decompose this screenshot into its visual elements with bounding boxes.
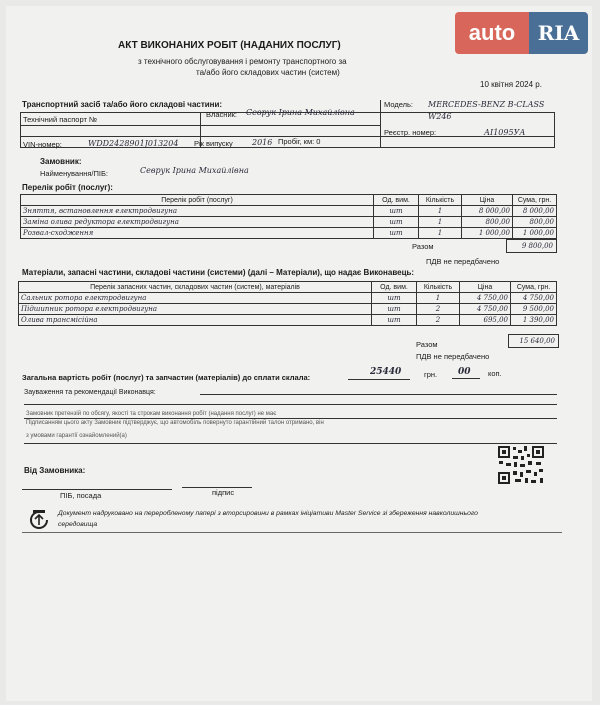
work-price: 1 000,00 bbox=[462, 228, 513, 239]
owner-value: Севрук Ірина Михайлівна bbox=[246, 108, 355, 117]
works-header-qty: Кількість bbox=[419, 195, 462, 206]
works-header-price: Ціна bbox=[462, 195, 513, 206]
materials-header-name: Перелік запасних частин, складових частин (систем), матеріалів bbox=[19, 282, 372, 293]
table-row bbox=[19, 304, 557, 315]
material-name: Сальник ротора електродвигуна bbox=[19, 293, 372, 304]
materials-header-price: Ціна bbox=[460, 282, 511, 293]
material-sum: 4 750,00 bbox=[511, 293, 557, 304]
works-header-sum: Сума, грн. bbox=[513, 195, 557, 206]
customer-name-value: Севрук Ірина Михайлівна bbox=[140, 166, 249, 175]
remarks-label: Зауваження та рекомендації Виконавця: bbox=[24, 389, 156, 396]
materials-table bbox=[18, 281, 557, 326]
works-header-unit: Од. вим. bbox=[374, 195, 419, 206]
material-name: Підшипник ротора електродвигуна bbox=[19, 304, 372, 315]
work-name: Розвал-сходження bbox=[21, 228, 374, 239]
vin-label: VIN-номер: bbox=[23, 140, 62, 149]
material-price: 4 750,00 bbox=[460, 293, 511, 304]
recycle-icon bbox=[28, 510, 50, 530]
work-sum: 800,00 bbox=[513, 217, 557, 228]
material-name: Олива трансмісійна bbox=[19, 315, 372, 326]
work-unit: шт bbox=[374, 228, 419, 239]
document-subtitle-2: та/або його складових частин (систем) bbox=[196, 68, 340, 77]
material-qty: 1 bbox=[417, 293, 460, 304]
material-unit: шт bbox=[372, 304, 417, 315]
work-price: 8 000,00 bbox=[462, 206, 513, 217]
work-name: Зняття, встановлення електродвигуна bbox=[21, 206, 374, 217]
material-unit: шт bbox=[372, 315, 417, 326]
materials-vat: ПДВ не передбачено bbox=[416, 352, 490, 361]
material-qty: 2 bbox=[417, 304, 460, 315]
work-qty: 1 bbox=[419, 217, 462, 228]
works-table bbox=[20, 194, 557, 239]
remarks-line-3: з умовами гарантії ознайомлений(а) bbox=[26, 433, 127, 439]
eco-text-1: Документ надруковано на переробленому папері з вторсировини в рамках ініціативи Master Service зі збереження навколишнього bbox=[58, 510, 478, 517]
works-total-value: 9 800,00 bbox=[506, 239, 557, 253]
work-qty: 1 bbox=[419, 206, 462, 217]
work-unit: шт bbox=[374, 217, 419, 228]
table-row bbox=[21, 217, 557, 228]
grand-total-kop-label: коп. bbox=[488, 369, 502, 378]
customer-name-label: Найменування/ПІБ: bbox=[40, 169, 108, 178]
materials-header-qty: Кількість bbox=[417, 282, 460, 293]
table-row bbox=[19, 293, 557, 304]
work-unit: шт bbox=[374, 206, 419, 217]
table-row bbox=[19, 315, 557, 326]
works-vat: ПДВ не передбачено bbox=[426, 257, 500, 266]
material-sum: 1 390,00 bbox=[511, 315, 557, 326]
materials-header-sum: Сума, грн. bbox=[511, 282, 557, 293]
customer-label: Замовник: bbox=[40, 157, 82, 166]
materials-header-row bbox=[19, 282, 557, 293]
signature-sign-caption: підпис bbox=[212, 488, 235, 497]
eco-text-2: середовища bbox=[58, 521, 98, 528]
material-sum: 9 500,00 bbox=[511, 304, 557, 315]
material-unit: шт bbox=[372, 293, 417, 304]
signature-name-caption: ПІБ, посада bbox=[60, 491, 102, 500]
reg-value: АІ1095УА bbox=[484, 128, 526, 137]
document-date: 10 квітня 2024 р. bbox=[480, 80, 542, 89]
work-sum: 1 000,00 bbox=[513, 228, 557, 239]
materials-total-value: 15 640,00 bbox=[508, 334, 559, 348]
grand-total-uah-label: грн. bbox=[424, 370, 438, 379]
signature-label: Від Замовника: bbox=[24, 466, 86, 475]
material-price: 4 750,00 bbox=[460, 304, 511, 315]
reg-label: Реєстр. номер: bbox=[384, 128, 437, 137]
table-row bbox=[21, 206, 557, 217]
qr-code-icon bbox=[496, 444, 546, 486]
work-price: 800,00 bbox=[462, 217, 513, 228]
remarks-line-1: Замовник претензій по обсягу, якості та строкам виконання робіт (надання послуг) не має bbox=[26, 411, 277, 417]
owner-label: Власник: bbox=[206, 110, 237, 119]
material-price: 695,00 bbox=[460, 315, 511, 326]
vehicle-section-title: Транспортний засіб та/або його складові частини: bbox=[22, 100, 223, 109]
model-value: MERCEDES-BENZ B-CLASS W246 bbox=[428, 100, 545, 121]
works-header-row bbox=[21, 195, 557, 206]
work-sum: 8 000,00 bbox=[513, 206, 557, 217]
works-title: Перелік робіт (послуг): bbox=[22, 183, 113, 192]
mileage-label: Пробіг, км: 0 bbox=[278, 137, 321, 146]
table-row bbox=[21, 228, 557, 239]
grand-total-kop: 00 bbox=[458, 367, 471, 377]
year-label: Рік випуску bbox=[194, 139, 233, 148]
work-qty: 1 bbox=[419, 228, 462, 239]
passport-label: Технічний паспорт № bbox=[23, 115, 98, 124]
year-value: 2016 bbox=[252, 138, 273, 147]
works-header-name: Перелік робіт (послуг) bbox=[21, 195, 374, 206]
material-qty: 2 bbox=[417, 315, 460, 326]
logo-ria: RIA bbox=[529, 12, 588, 54]
remarks-line-2: Підписанням цього акту Замовник підтверджує, що автомобіль повернуто гарантійний талон отримано, він bbox=[26, 420, 324, 426]
materials-title: Матеріали, запасні частини, складові частини (системи) (далі – Матеріали), що надає Виконавець: bbox=[22, 268, 415, 277]
vin-value: WDD2428901J013204 bbox=[88, 139, 179, 148]
grand-total-label: Загальна вартість робіт (послуг) та запчастин (матеріалів) до сплати склала: bbox=[22, 373, 311, 382]
document-title: АКТ ВИКОНАНИХ РОБІТ (НАДАНИХ ПОСЛУГ) bbox=[118, 40, 341, 51]
materials-header-unit: Од. вим. bbox=[372, 282, 417, 293]
document-subtitle-1: з технічного обслуговування і ремонту транспортного за bbox=[138, 57, 347, 66]
model-label: Модель: bbox=[384, 100, 414, 109]
materials-total-label: Разом bbox=[416, 340, 438, 349]
logo-auto: auto bbox=[455, 12, 529, 54]
grand-total-uah: 25440 bbox=[370, 367, 402, 377]
works-total-label: Разом bbox=[412, 242, 434, 251]
auto-ria-logo bbox=[455, 12, 588, 54]
work-name: Заміна олива редуктора електродвигуна bbox=[21, 217, 374, 228]
